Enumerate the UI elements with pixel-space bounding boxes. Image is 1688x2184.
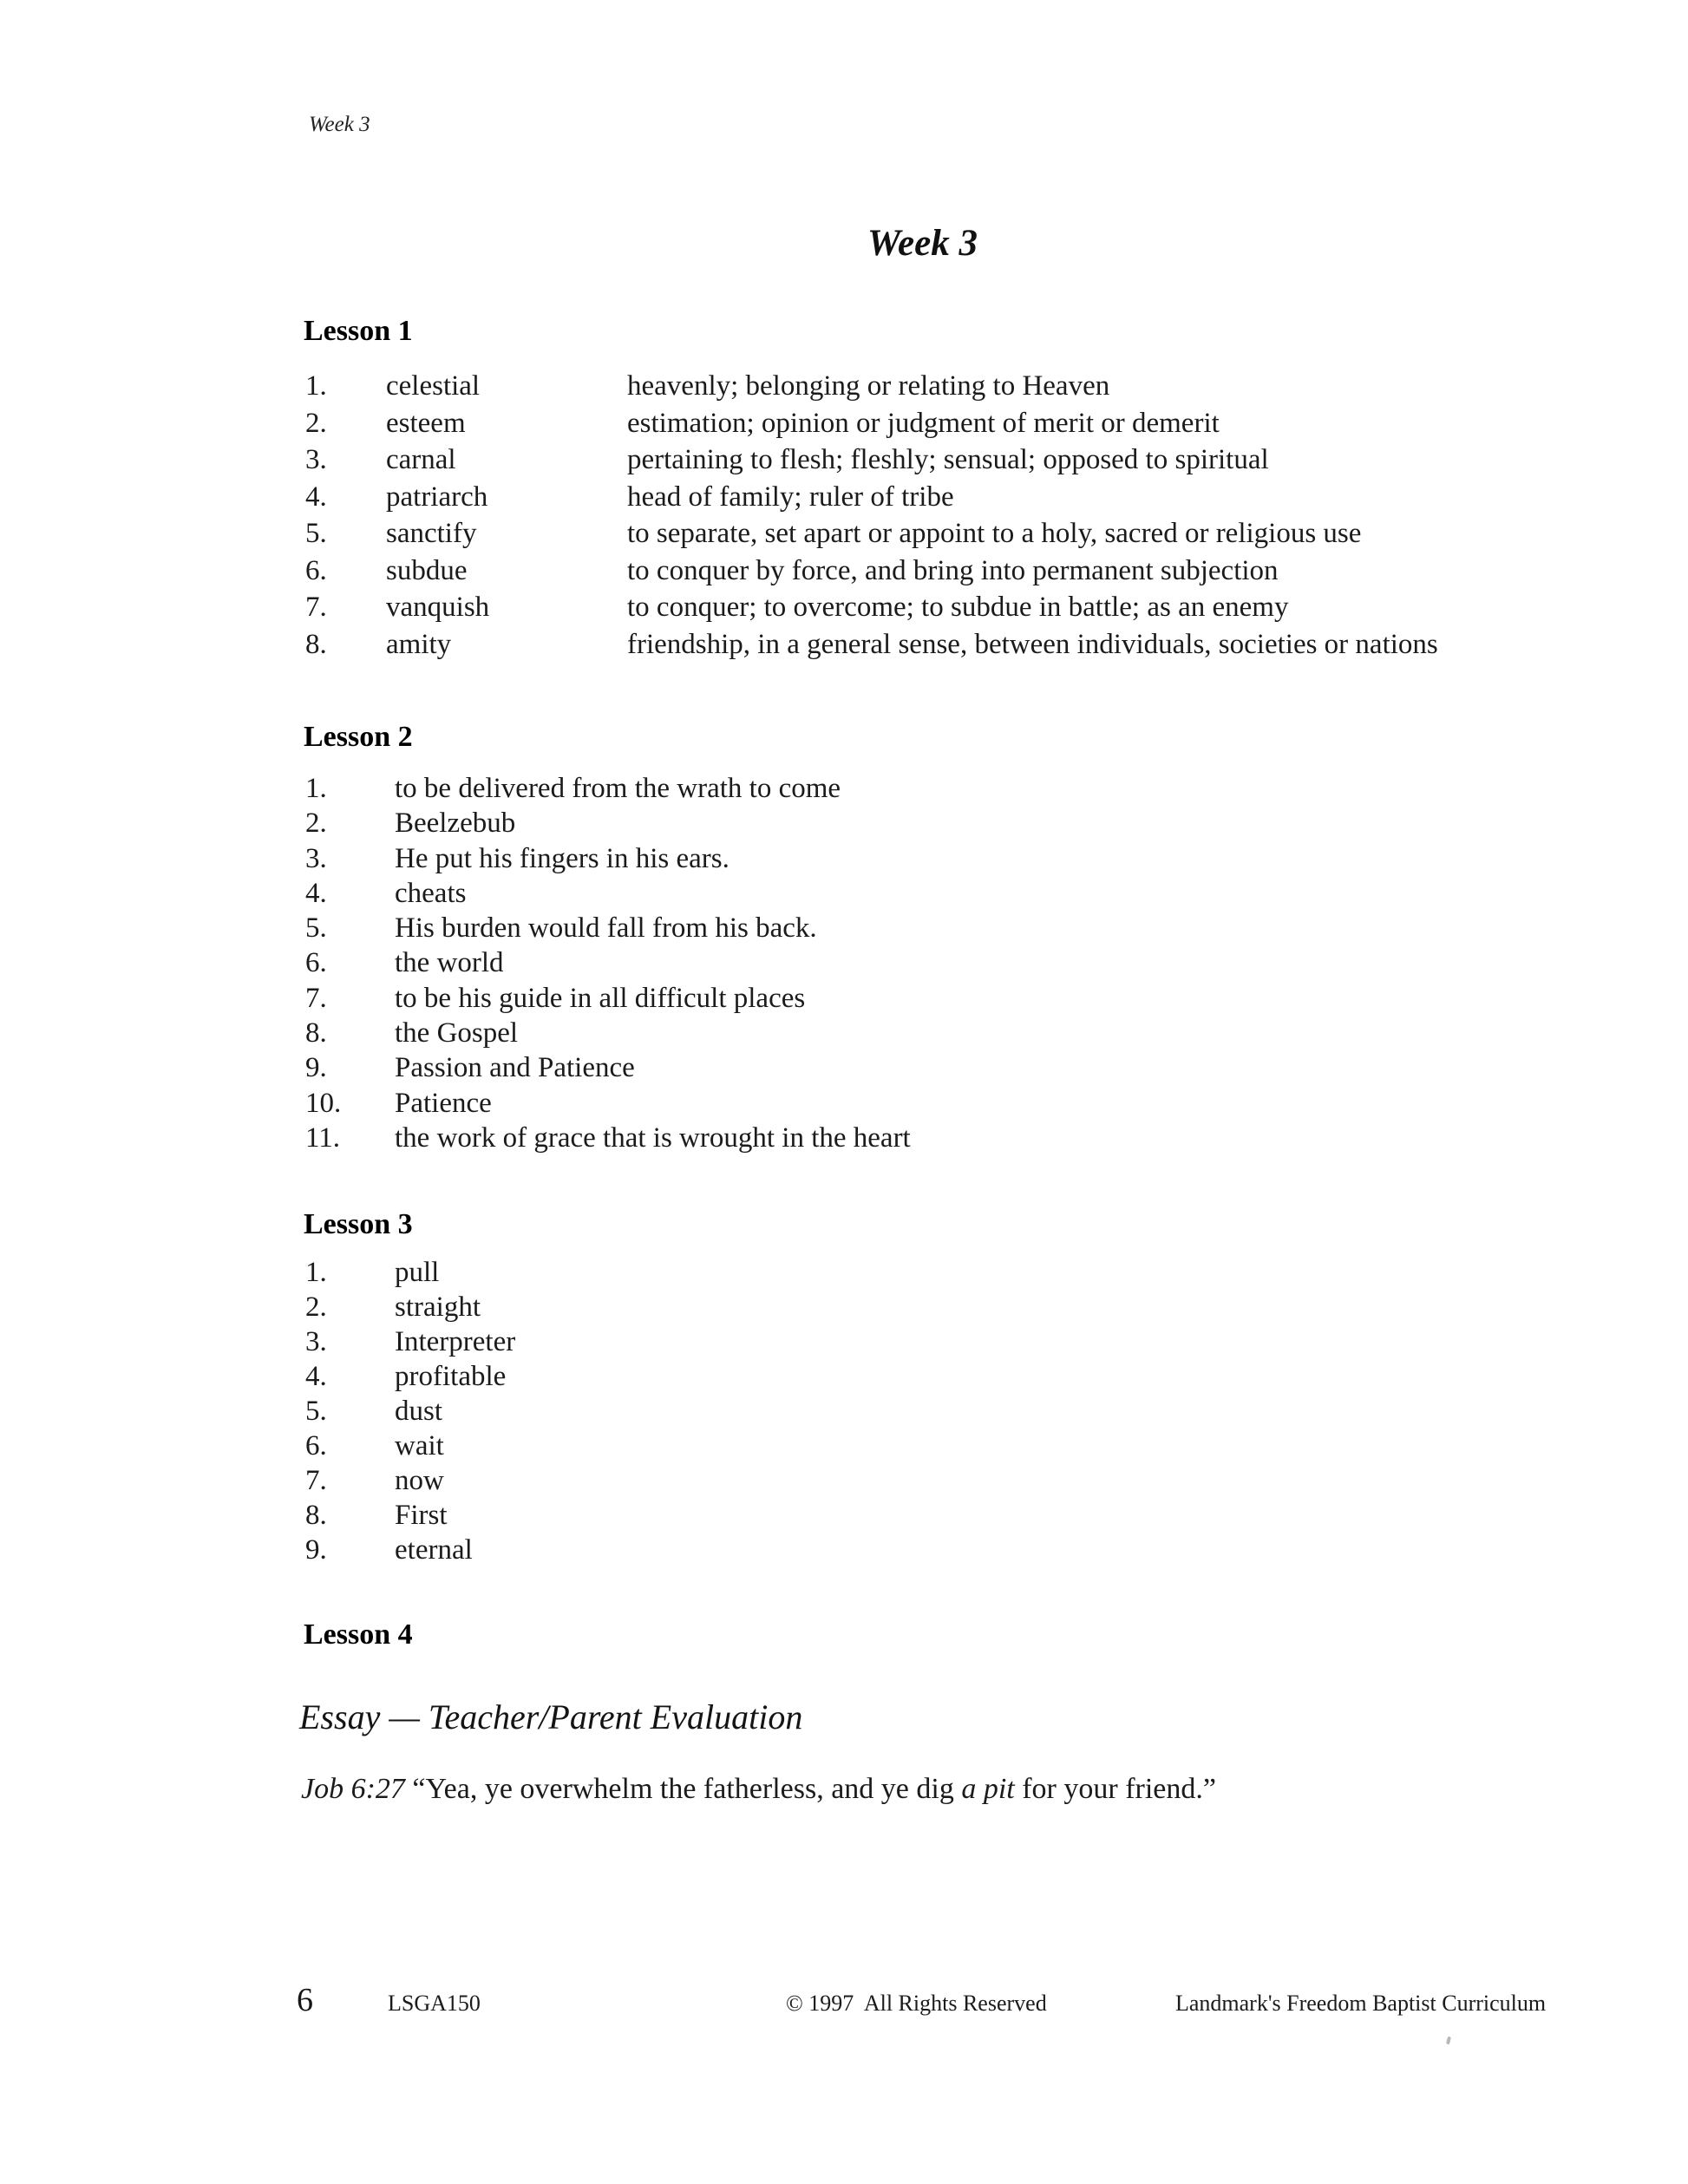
lesson-1-heading: Lesson 1 bbox=[304, 315, 413, 347]
scripture-emphasis: a pit bbox=[961, 1773, 1015, 1805]
vocab-definition: to conquer; to overcome; to subdue in battle; as an enemy bbox=[627, 592, 1289, 623]
lesson-1-vocab-list bbox=[305, 368, 1636, 663]
vocab-word: subdue bbox=[386, 554, 468, 586]
vocab-word: celestial bbox=[386, 370, 481, 402]
answer-row bbox=[305, 841, 1636, 876]
answer-text: straight bbox=[395, 1291, 481, 1323]
item-number: 4. bbox=[305, 481, 327, 513]
answer-text: Beelzebub bbox=[395, 808, 516, 840]
item-number: 3. bbox=[305, 1326, 327, 1357]
item-number: 3. bbox=[305, 444, 327, 475]
page-title: Week 3 bbox=[867, 223, 978, 264]
vocab-row bbox=[305, 368, 1636, 405]
item-number: 8. bbox=[305, 1017, 327, 1049]
lesson-2-heading: Lesson 2 bbox=[304, 721, 413, 753]
lesson-3-answer-list bbox=[305, 1255, 1636, 1567]
scan-artifact-speck bbox=[1446, 2037, 1451, 2045]
item-number: 9. bbox=[305, 1052, 327, 1084]
vocab-word: patriarch bbox=[386, 481, 488, 513]
vocab-row bbox=[305, 441, 1636, 479]
answer-row bbox=[305, 945, 1636, 980]
item-number: 5. bbox=[305, 912, 327, 945]
answer-text: cheats bbox=[395, 877, 467, 909]
vocab-word: esteem bbox=[386, 407, 466, 439]
vocab-definition: head of family; ruler of tribe bbox=[627, 481, 954, 513]
answer-text: Passion and Patience bbox=[395, 1052, 635, 1084]
vocab-definition: friendship, in a general sense, between individuals, societies or nations bbox=[627, 628, 1438, 660]
vocab-definition: pertaining to flesh; fleshly; sensual; opposed to spiritual bbox=[627, 444, 1269, 475]
item-number: 1. bbox=[305, 370, 327, 402]
answer-text: First bbox=[395, 1500, 448, 1531]
scripture-quote-close: for your friend.” bbox=[1014, 1773, 1216, 1805]
publisher-name: Landmark's Freedom Baptist Curriculum bbox=[1175, 1991, 1547, 2016]
item-number: 2. bbox=[305, 1291, 327, 1323]
answer-text: to be his guide in all difficult places bbox=[395, 982, 806, 1014]
item-number: 11. bbox=[305, 1121, 341, 1154]
answer-row bbox=[305, 1050, 1636, 1085]
item-number: 9. bbox=[305, 1534, 327, 1566]
answer-text: Patience bbox=[395, 1087, 492, 1119]
lesson-2-answer-list bbox=[305, 771, 1636, 1155]
answer-text: pull bbox=[395, 1257, 440, 1288]
item-number: 5. bbox=[305, 518, 327, 549]
vocab-row bbox=[305, 553, 1636, 590]
vocab-definition: heavenly; belonging or relating to Heaven bbox=[627, 370, 1110, 402]
item-number: 2. bbox=[305, 808, 327, 840]
answer-row bbox=[305, 1533, 1636, 1567]
item-number: 5. bbox=[305, 1396, 327, 1427]
answer-text: the work of grace that is wrought in the heart bbox=[395, 1121, 911, 1154]
item-number: 1. bbox=[305, 1257, 327, 1288]
answer-row bbox=[305, 981, 1636, 1016]
vocab-definition: to conquer by force, and bring into permanent subjection bbox=[627, 554, 1279, 586]
answer-row bbox=[305, 1429, 1636, 1463]
answer-text: now bbox=[395, 1465, 444, 1496]
vocab-word: amity bbox=[386, 628, 452, 660]
answer-row bbox=[305, 876, 1636, 911]
answer-row bbox=[305, 1359, 1636, 1394]
answer-text: wait bbox=[395, 1430, 444, 1461]
answer-row bbox=[305, 1463, 1636, 1498]
vocab-word: vanquish bbox=[386, 592, 490, 623]
lesson-4-heading: Lesson 4 bbox=[304, 1618, 413, 1651]
answer-row bbox=[305, 1290, 1636, 1324]
vocab-row bbox=[305, 589, 1636, 626]
copyright-notice: © 1997 All Rights Reserved bbox=[786, 1991, 1047, 2016]
answer-row bbox=[305, 911, 1636, 945]
vocab-row bbox=[305, 515, 1636, 553]
vocab-word: carnal bbox=[386, 444, 456, 475]
week-header-label: Week 3 bbox=[309, 113, 370, 136]
item-number: 7. bbox=[305, 1465, 327, 1496]
item-number: 4. bbox=[305, 1361, 327, 1392]
course-code: LSGA150 bbox=[388, 1991, 481, 2016]
vocab-definition: to separate, set apart or appoint to a holy, sacred or religious use bbox=[627, 518, 1362, 549]
lesson-3-heading: Lesson 3 bbox=[304, 1208, 413, 1240]
answer-text: dust bbox=[395, 1396, 443, 1427]
scripture-reference: Job 6:27 bbox=[301, 1773, 405, 1805]
vocab-word: sanctify bbox=[386, 518, 477, 549]
page-number: 6 bbox=[297, 1982, 313, 2018]
vocab-definition: estimation; opinion or judgment of merit or demerit bbox=[627, 407, 1220, 439]
item-number: 7. bbox=[305, 982, 327, 1014]
answer-text: He put his fingers in his ears. bbox=[395, 842, 730, 874]
vocab-row bbox=[305, 626, 1636, 664]
answer-row bbox=[305, 1255, 1636, 1290]
item-number: 6. bbox=[305, 947, 327, 979]
answer-row bbox=[305, 771, 1636, 806]
vocab-row bbox=[305, 405, 1636, 442]
item-number: 6. bbox=[305, 554, 327, 586]
essay-evaluation-line: Essay — Teacher/Parent Evaluation bbox=[299, 1697, 803, 1736]
answer-text: profitable bbox=[395, 1361, 507, 1392]
item-number: 4. bbox=[305, 877, 327, 909]
answer-row bbox=[305, 1394, 1636, 1429]
answer-row bbox=[305, 1086, 1636, 1121]
answer-row bbox=[305, 806, 1636, 840]
answer-text: His burden would fall from his back. bbox=[395, 912, 817, 945]
item-number: 10. bbox=[305, 1087, 342, 1119]
answer-row bbox=[305, 1498, 1636, 1533]
item-number: 8. bbox=[305, 1500, 327, 1531]
answer-text: to be delivered from the wrath to come bbox=[395, 773, 841, 804]
answer-text: the world bbox=[395, 947, 504, 979]
answer-row bbox=[305, 1324, 1636, 1359]
item-number: 6. bbox=[305, 1430, 327, 1461]
item-number: 1. bbox=[305, 773, 327, 804]
item-number: 3. bbox=[305, 842, 327, 874]
scripture-quote-line bbox=[301, 1771, 1216, 1808]
item-number: 8. bbox=[305, 628, 327, 660]
item-number: 2. bbox=[305, 407, 327, 439]
answer-text: eternal bbox=[395, 1534, 473, 1566]
answer-text: Interpreter bbox=[395, 1326, 516, 1357]
vocab-row bbox=[305, 479, 1636, 516]
item-number: 7. bbox=[305, 592, 327, 623]
answer-row bbox=[305, 1016, 1636, 1050]
answer-row bbox=[305, 1121, 1636, 1155]
answer-text: the Gospel bbox=[395, 1017, 519, 1049]
scripture-quote-open: “Yea, ye overwhelm the fatherless, and ye dig bbox=[404, 1773, 962, 1805]
